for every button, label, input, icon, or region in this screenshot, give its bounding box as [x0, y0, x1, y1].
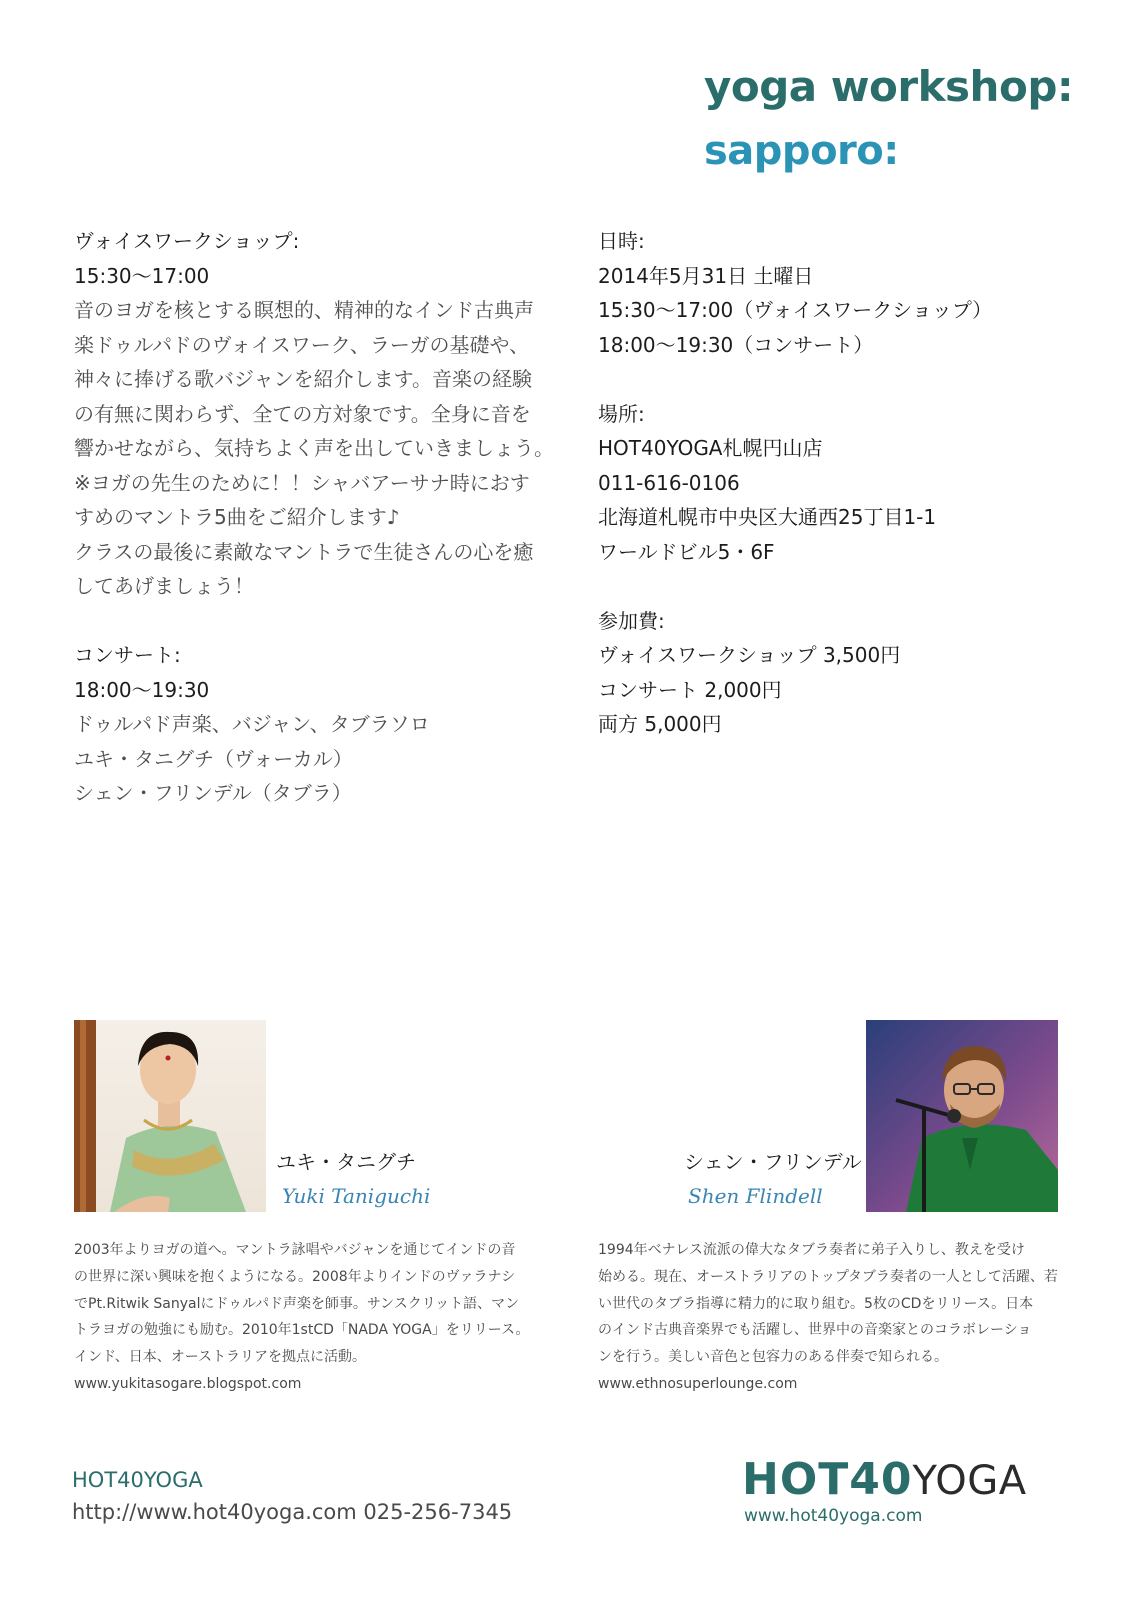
concert-heading: コンサート: [74, 643, 181, 667]
logo-bold-text: HOT40 [742, 1454, 913, 1505]
datetime-line: 15:30〜17:00（ヴォイスワークショップ） [598, 298, 993, 322]
venue-line: 011-616-0106 [598, 470, 740, 495]
datetime-line: 2014年5月31日 土曜日 [598, 263, 814, 288]
bio-line: い世代のタブラ指導に精力的に取り組む。5枚のCDをリリース。日本 [598, 1295, 1034, 1312]
performer-photo-shen [866, 1020, 1058, 1212]
datetime-heading: 日時: [598, 229, 645, 253]
section-spacer [598, 569, 992, 604]
datetime-line: 18:00〜19:30（コンサート） [598, 332, 874, 357]
voice-description-line: ※ヨガの先生のために！！シャバアーサナ時におす [74, 470, 530, 495]
voice-description-line: クラスの最後に素敵なマントラで生徒さんの心を癒 [74, 539, 534, 564]
venue-line: HOT40YOGA札幌円山店 [598, 436, 823, 460]
bio-website-link[interactable]: www.ethnosuperlounge.com [598, 1375, 798, 1392]
performer-signature-shen: Shen Flindell [688, 1184, 823, 1208]
footer-brand: HOT40YOGA [72, 1468, 203, 1492]
title-yoga-workshop: yoga workshop: [704, 62, 1074, 111]
performer-signature-yuki: Yuki Taniguchi [282, 1184, 431, 1208]
bio-line: インド、日本、オーストラリアを拠点に活動。 [74, 1349, 367, 1366]
voice-description-line: 音のヨガを核とする瞑想的、精神的なインド古典声 [74, 298, 534, 322]
venue-heading: 場所: [598, 401, 645, 426]
logo-url-link[interactable]: www.hot40yoga.com [744, 1506, 923, 1526]
bio-line: でPt.Ritwik Sanyalにドゥルパド声楽を師事。サンスクリット語、マン [74, 1295, 520, 1312]
fee-line: コンサート 2,000円 [598, 677, 782, 702]
tabla-player-portrait-icon [866, 1020, 1058, 1212]
voice-description-line: 楽ドゥルパドのヴォイスワーク、ラーガの基礎や、 [74, 332, 530, 357]
concert-time: 18:00〜19:30 [74, 677, 210, 702]
performer-name-yuki: ユキ・タニグチ [276, 1150, 416, 1174]
hot40yoga-logo [742, 1454, 1027, 1505]
venue-line: ワールドビル5・6F [598, 539, 775, 564]
voice-description-line: すめのマントラ5曲をご紹介します♪ [74, 505, 400, 529]
bio-line: 2003年よりヨガの道へ。マントラ詠唱やバジャンを通じてインドの音 [74, 1242, 516, 1258]
footer-contact[interactable]: http://www.hot40yoga.com 025-256-7345 [72, 1500, 513, 1524]
bio-line: ンを行う。美しい音色と包容力のある伴奏で知られる。 [598, 1349, 948, 1366]
performer-bio-shen [598, 1237, 1058, 1398]
fee-line: 両方 5,000円 [598, 712, 722, 736]
concert-line: シェン・フリンデル（タブラ） [74, 781, 352, 805]
logo-light-text: YOGA [912, 1458, 1027, 1504]
fee-heading: 参加費: [598, 608, 665, 633]
voice-workshop-heading: ヴォイスワークショップ: [74, 229, 300, 253]
left-column [74, 224, 554, 811]
section-spacer [74, 604, 554, 639]
right-column [598, 224, 992, 742]
vocalist-portrait-icon [74, 1020, 266, 1212]
performer-photo-yuki [74, 1020, 266, 1212]
performer-bio-yuki [74, 1237, 529, 1398]
section-spacer [598, 362, 992, 397]
performer-name-shen: シェン・フリンデル [684, 1150, 862, 1174]
bio-line: 1994年ベナレス流派の偉大なタブラ奏者に弟子入りし、教えを受け [598, 1242, 1025, 1258]
bio-line: のインド古典音楽界でも活躍し、世界中の音楽家とのコラボレーショ [598, 1322, 1032, 1339]
venue-line: 北海道札幌市中央区大通西25丁目1-1 [598, 505, 937, 529]
concert-line: ドゥルパド声楽、バジャン、タブラソロ [74, 712, 430, 736]
voice-description-line: してあげましょう！ [74, 574, 254, 598]
concert-line: ユキ・タニグチ（ヴォーカル） [74, 746, 353, 771]
bio-website-link[interactable]: www.yukitasogare.blogspot.com [74, 1375, 302, 1392]
bio-line: 始める。現在、オーストラリアのトップタブラ奏者の一人として活躍、若 [598, 1268, 1058, 1285]
voice-workshop-time: 15:30〜17:00 [74, 263, 210, 288]
voice-description-line: 響かせながら、気持ちよく声を出していきましょう。 [74, 436, 554, 460]
bio-line: トラヨガの勉強にも励む。2010年1stCD「NADA YOGA」をリリース。 [74, 1322, 530, 1339]
title-sapporo: sapporo: [704, 128, 899, 174]
fee-line: ヴォイスワークショップ 3,500円 [598, 643, 901, 667]
voice-description-line: 神々に捧げる歌バジャンを紹介します。音楽の経験 [74, 367, 532, 391]
bio-line: の世界に深い興味を抱くようになる。2008年よりインドのヴァラナシ [74, 1268, 516, 1285]
voice-description-line: の有無に関わらず、全ての方対象です。全身に音を [74, 401, 531, 426]
